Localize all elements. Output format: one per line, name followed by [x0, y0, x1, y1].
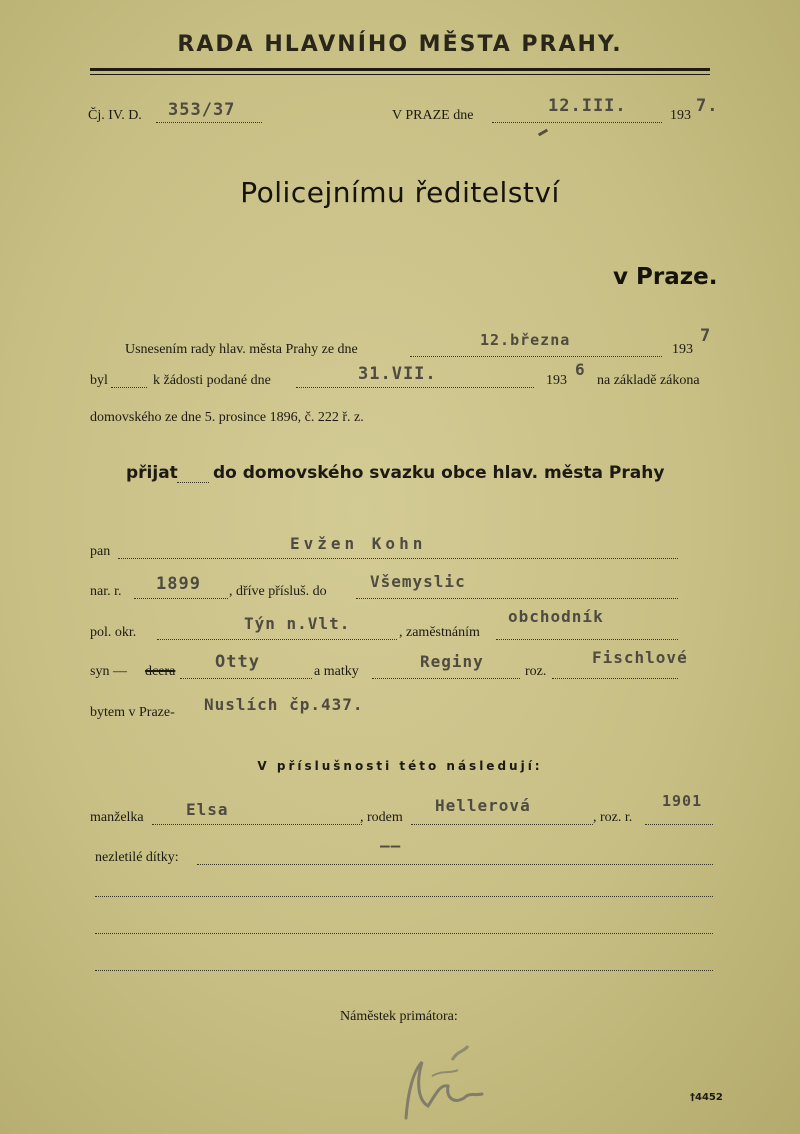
- resolution-text2: k žádosti podané dne: [153, 373, 271, 388]
- wife-maiden: Hellerová: [435, 796, 531, 815]
- signature-label: Náměstek primátora:: [340, 1009, 458, 1024]
- bytem-label: bytem v Praze-: [90, 705, 175, 720]
- previous-domicile: Všemyslic: [370, 572, 466, 591]
- children-line-4: [95, 970, 713, 971]
- roz-r-dots: [645, 824, 713, 825]
- wife-label: manželka: [90, 810, 144, 825]
- mother: Reginy: [420, 652, 484, 671]
- cj-label: Čj. IV. D.: [88, 108, 142, 123]
- residence: Nuslích čp.437.: [204, 695, 364, 714]
- rodem-dots: [411, 824, 593, 825]
- cj-value: 353/37: [168, 100, 236, 120]
- children-label: nezletilé dítky:: [95, 850, 179, 865]
- father-dots: [180, 678, 312, 679]
- children-line-3: [95, 933, 713, 934]
- request-date: 31.VII.: [358, 364, 437, 384]
- year-digit: 7.: [696, 96, 719, 116]
- date-dots: [492, 122, 662, 123]
- res-year-prefix: 193: [672, 342, 693, 357]
- drive-label: , dříve přísluš. do: [229, 584, 327, 599]
- pan-label: pan: [90, 544, 111, 559]
- addressee-title: Policejnímu ředitelství: [240, 176, 560, 209]
- wife-name: Elsa: [186, 800, 229, 819]
- wife-birth-year: 1901: [662, 792, 703, 810]
- nar-label: nar. r.: [90, 584, 122, 599]
- person-name: Evžen Kohn: [290, 534, 427, 553]
- byl-dots: [111, 387, 147, 388]
- year-prefix: 193: [670, 108, 691, 123]
- maiden-dots: [552, 678, 678, 679]
- res-year-digit: 7: [700, 326, 712, 346]
- form-number: †4452: [690, 1092, 723, 1103]
- district: Týn n.Vlt.: [244, 614, 351, 633]
- place-label: V PRAZE dne: [392, 108, 474, 123]
- request-dots: [296, 387, 534, 388]
- res-year2-prefix: 193: [546, 373, 567, 388]
- job-dots: [496, 639, 678, 640]
- resolution-text3: na základě zákona: [597, 373, 700, 388]
- children-line-2: [95, 896, 713, 897]
- res-date-dots: [410, 356, 662, 357]
- mother-label: a matky: [314, 664, 359, 679]
- resolution-text1: Usnesením rady hlav. města Prahy ze dne: [125, 342, 358, 357]
- dcera-struck: dcera: [145, 664, 176, 679]
- pen-mark: [538, 129, 548, 137]
- syn-label: syn —: [90, 664, 127, 679]
- admission-label: přijat: [126, 463, 178, 483]
- followers-heading: V příslušnosti této následují:: [257, 759, 543, 773]
- admission-text: do domovského svazku obce hlav. města Prahy: [213, 463, 665, 483]
- header-rule-thick: [90, 68, 710, 71]
- addressee-city: v Praze.: [613, 264, 718, 290]
- name-dots: [118, 558, 678, 559]
- pol-label: pol. okr.: [90, 625, 137, 640]
- nar-dots: [134, 598, 228, 599]
- mother-maiden: Fischlové: [592, 648, 688, 667]
- byl-label: byl: [90, 373, 108, 388]
- res-date-value: 12.března: [480, 331, 571, 349]
- birth-year: 1899: [156, 574, 201, 594]
- father: Otty: [215, 652, 260, 672]
- council-header: RADA HLAVNÍHO MĚSTA PRAHY.: [177, 32, 623, 57]
- drive-dots: [356, 598, 678, 599]
- date-value: 12.III.: [548, 96, 627, 116]
- occupation: obchodník: [508, 607, 604, 626]
- wife-dots: [152, 824, 362, 825]
- resolution-text4: domovského ze dne 5. prosince 1896, č. 222 ř. z.: [90, 410, 364, 425]
- children-dots: [197, 864, 713, 865]
- res-year2-digit: 6: [575, 360, 586, 379]
- header-rule-thin: [90, 74, 710, 75]
- children-value: ——: [380, 836, 402, 855]
- cj-dots: [156, 122, 262, 123]
- job-label: , zaměstnáním: [399, 625, 480, 640]
- admission-dots: [177, 482, 209, 483]
- signature-scribble: [392, 1040, 502, 1130]
- mother-dots: [372, 678, 520, 679]
- roz-r-label: , roz. r.: [593, 810, 633, 825]
- district-dots: [157, 639, 397, 640]
- rodem-label: , rodem: [360, 810, 403, 825]
- roz-label: roz.: [525, 664, 547, 679]
